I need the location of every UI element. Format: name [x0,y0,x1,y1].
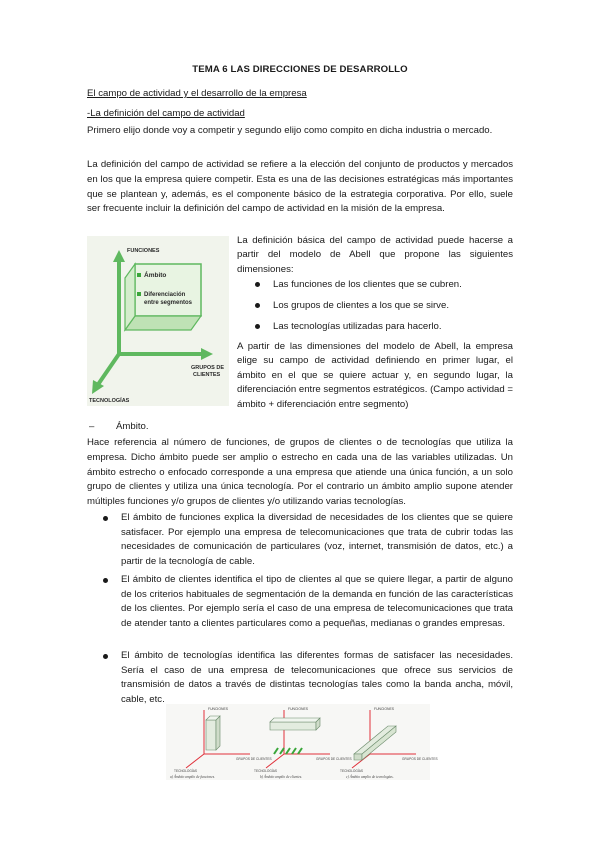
fig2c-grupos: GRUPOS DE CLIENTES [402,757,438,761]
abell-intro: La definición básica del campo de actividad puede hacerse a partir del modelo de Abell que propone las siguientes dimensiones: [237,235,513,275]
ambito-heading: Ámbito. [116,421,149,432]
abell-item: Las funciones de los clientes que se cubren. [273,279,462,290]
paragraph-ambito: Hace referencia al número de funciones, de grupos de clientes o de tecnologías que utiliza la empresa. Dicho ámbito puede ser amplio o estrecho en cada una de las variables utilizadas. Un ámbito estrecho o enfocado corresponde a una empresa que atiende una única función, a un solo grupo de clientes y utiliza una única tecnología. Por el contrario un ámbito amplio supone atender múltiples funciones y/o grupos de clientes y/o utilizando varias tecnologías. [87,437,513,508]
ambito-diagrams-figure [166,704,438,780]
abell-model-figure [87,236,229,406]
bullet-clientes: El ámbito de clientes identifica el tipo de clientes al que se quiere llegar, a partir de alguno de los criterios habituales de segmentación de la demanda en función de las características de los clientes. Por ejemplo sería el caso de una empresa de telecomunicaciones que trata de atender tanto a clientes particulares como a pequeñas, medianas o grandes empresas. [121,574,513,629]
fig2b-funciones: FUNCIONES [288,707,308,711]
fig2a-caption: a) Ámbito amplio de funciones. [170,775,216,779]
fig2b-grupos: GRUPOS DE CLIENTES [316,757,352,761]
paragraph-intro: Primero elijo donde voy a competir y segundo elijo como compito en dicha industria o mercado. [87,125,493,136]
bullet-funciones: El ámbito de funciones explica la diversidad de necesidades de los clientes que se quiere satisfacer. Por ejemplo una empresa de telecomunicaciones que trata de cubrir todas las necesidades de comunicación de particulares (voz, internet, transmisión de datos, etc.) a partir de la tecnología de cable. [121,512,513,567]
abell-item: Las tecnologías utilizadas para hacerlo. [273,321,442,332]
paragraph-definition: La definición del campo de actividad se refiere a la elección del conjunto de productos y mercados en los que la empresa quiere competir. Esta es una de las decisiones estratégicas más importantes que se plantean y, además, es el componente básico de la estrategia corporativa. Por ello, suele ser frecuente incluir la definición del campo de actividad en la misión de la empresa. [87,159,513,215]
fig2c-funciones: FUNCIONES [374,707,394,711]
fig1-diferenciacion: Diferenciación [144,292,186,298]
bullet-dot [255,282,260,287]
fig1-funciones-label: FUNCIONES [127,248,160,254]
fig2b-tecnologias: TECNOLOGÍAS [254,769,278,773]
fig2a-funciones: FUNCIONES [208,707,228,711]
bullet-dot [255,324,260,329]
fig2a-grupos: GRUPOS DE CLIENTES [236,757,272,761]
dash-marker: – [89,421,95,432]
bullet-dot [255,303,260,308]
section-heading: El campo de actividad y el desarrollo de la empresa [87,88,307,99]
fig2b-caption: b) Ámbito amplio de clientes. [260,775,303,779]
bullet-dot [103,578,108,583]
fig1-tecnologias-label: TECNOLOGÍAS [89,398,130,404]
abell-after: A partir de las dimensiones del modelo de Abell, la empresa elige su campo de actividad definiendo en primer lugar, el ámbito en el que se quiere actuar y, en segundo lugar, la diferenciación entre segmentos estratégicos. (Campo actividad = ámbito + diferenciación entre segmento) [237,341,513,410]
fig2a-tecnologias: TECNOLOGÍAS [174,769,198,773]
subsection-heading: -La definición del campo de actividad [87,108,245,119]
fig2c-tecnologias: TECNOLOGÍAS [340,769,364,773]
abell-item: Los grupos de clientes a los que se sirve. [273,300,449,311]
bullet-dot [103,516,108,521]
fig1-ambito: Ámbito [144,272,167,279]
bullet-tecnologias: El ámbito de tecnologías identifica las diferentes formas de satisfacer las necesidades. Sería el caso de una empresa de telecomunicaciones que ofrece sus servicios de transmisión de datos a través de distintas tecnologías tales como la banda ancha, móvil, cable, etc. [121,650,513,705]
fig1-grupos-label-2: CLIENTES [193,372,221,378]
fig1-segmentos: entre segmentos [144,300,193,306]
bullet-dot [103,654,108,659]
page-title: TEMA 6 LAS DIRECCIONES DE DESARROLLO [192,64,408,75]
fig2c-caption: c) Ámbito amplio de tecnologías. [346,775,394,779]
fig1-grupos-label-1: GRUPOS DE [191,365,225,371]
